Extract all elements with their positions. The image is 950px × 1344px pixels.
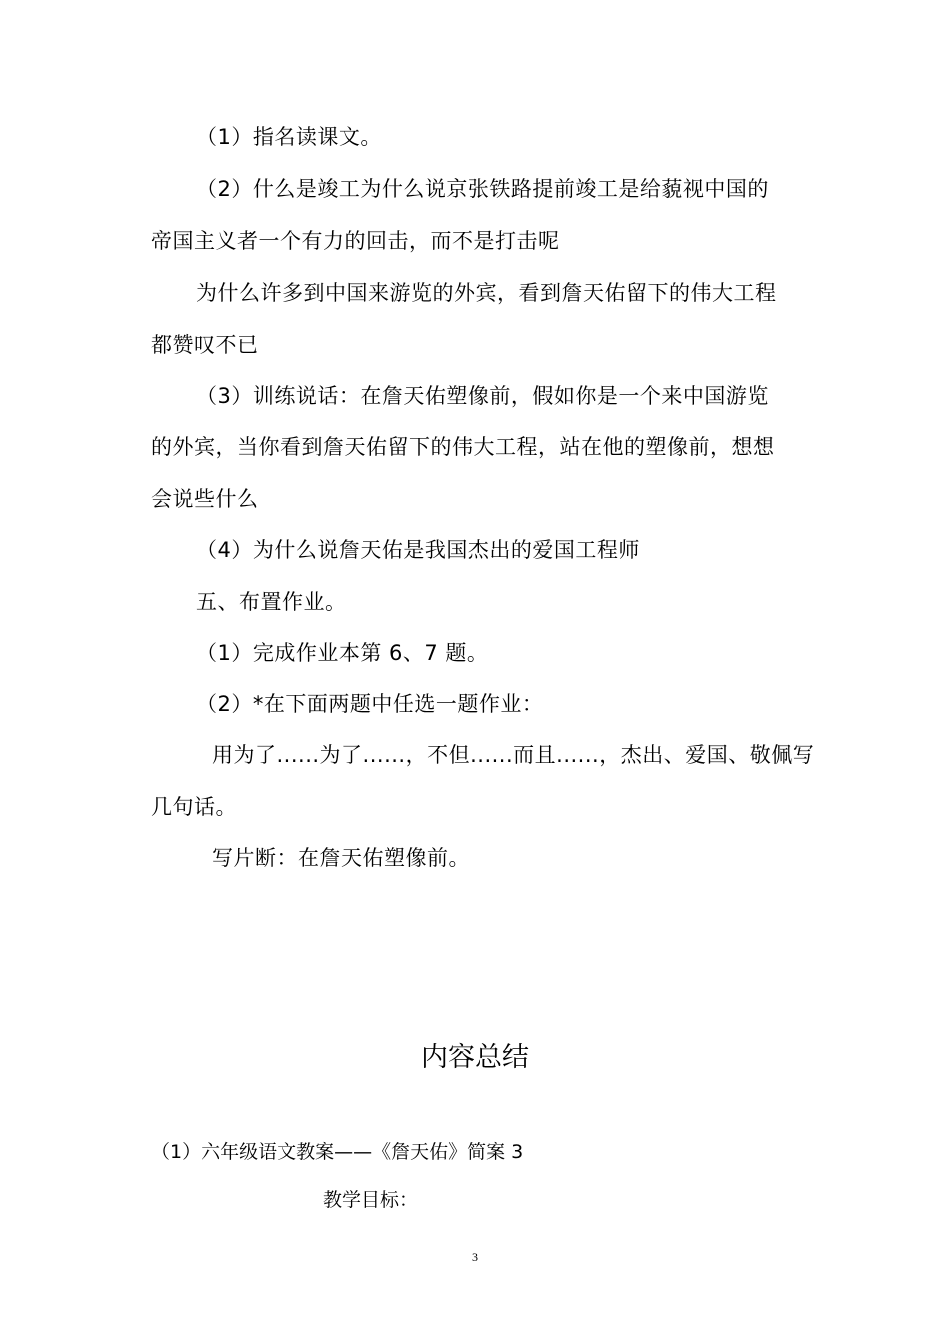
section-homework-heading: 五、布置作业。 — [196, 590, 347, 614]
homework-option-2: 写片断：在詹天佑塑像前。 — [212, 846, 470, 870]
homework-item-2: （2）*在下面两题中任选一题作业： — [196, 692, 544, 716]
homework-option-1-line-2: 几句话。 — [151, 795, 237, 819]
summary-heading: 内容总结 — [421, 1042, 529, 1073]
paragraph-read-text: （1）指名读课文。 — [196, 125, 382, 149]
paragraph-visitors-line-1: 为什么许多到中国来游览的外宾，看到詹天佑留下的伟大工程 — [196, 281, 777, 305]
homework-item-1: （1）完成作业本第 6、7 题。 — [196, 641, 489, 665]
paragraph-question-2-line-2: 帝国主义者一个有力的回击，而不是打击呢 — [151, 229, 560, 253]
homework-option-1-line-1: 用为了......为了......，不但......而且......，杰出、爱国、敬佩写 — [212, 743, 815, 767]
paragraph-question-3-line-1: （3）训练说话：在詹天佑塑像前，假如你是一个来中国游览 — [196, 384, 769, 408]
paragraph-question-4: （4）为什么说詹天佑是我国杰出的爱国工程师 — [196, 538, 640, 562]
summary-line-2: 教学目标： — [323, 1189, 419, 1211]
summary-line-1: （1）六年级语文教案——《詹天佑》简案 3 — [151, 1141, 524, 1163]
paragraph-question-3-line-3: 会说些什么 — [151, 487, 259, 511]
page-number: 3 — [472, 1250, 478, 1264]
paragraph-visitors-line-2: 都赞叹不已 — [151, 333, 259, 357]
paragraph-question-2-line-1: （2）什么是竣工为什么说京张铁路提前竣工是给藐视中国的 — [196, 177, 769, 201]
paragraph-question-3-line-2: 的外宾，当你看到詹天佑留下的伟大工程，站在他的塑像前，想想 — [151, 435, 775, 459]
